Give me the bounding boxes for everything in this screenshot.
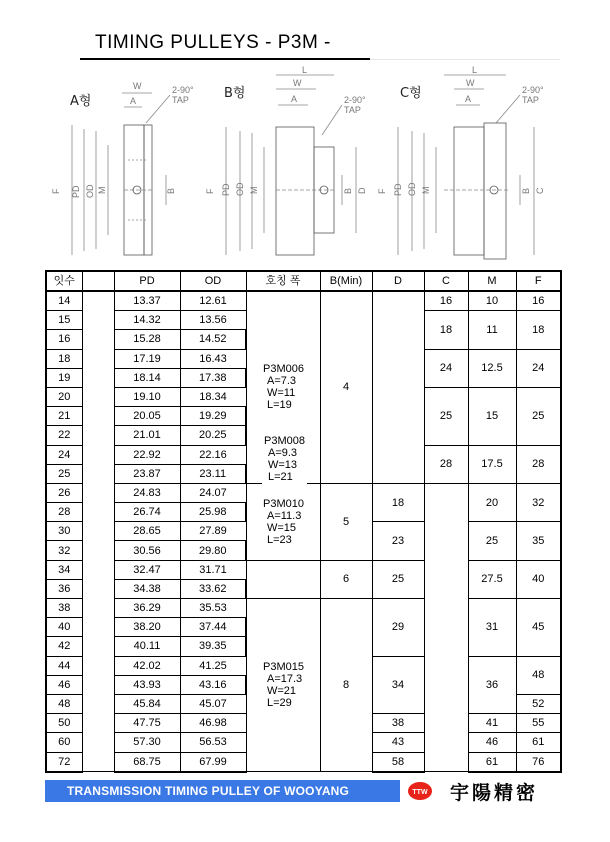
code-group-2 [262, 434, 307, 484]
cell-d: 23 [372, 522, 424, 560]
cell-b-min: 4 [320, 291, 372, 483]
cell-m: 27.5 [468, 560, 516, 598]
cell-teeth: 40 [46, 618, 82, 637]
cell-d: 34 [372, 656, 424, 714]
cell-od: 35.53 [180, 599, 246, 618]
cell-pd: 21.01 [114, 426, 180, 445]
cell-d: 58 [372, 752, 424, 772]
pulley-drawings [44, 65, 562, 270]
cell-teeth: 36 [46, 579, 82, 598]
cell-d-empty [372, 291, 424, 483]
code-name: P3M010 [263, 497, 304, 510]
ttw-logo-text: TTW [412, 789, 428, 796]
type-a-dim-b: B [166, 187, 176, 194]
cell-od: 14.52 [180, 330, 246, 349]
cell-m: 12.5 [468, 349, 516, 387]
cell-od: 24.07 [180, 483, 246, 502]
cell-teeth: 22 [46, 426, 82, 445]
cell-od: 19.29 [180, 407, 246, 426]
cell-pd: 57.30 [114, 733, 180, 752]
type-c-dim-m: M [421, 186, 431, 194]
cell-od: 56.53 [180, 733, 246, 752]
cell-m: 11 [468, 311, 516, 349]
cell-pd: 28.65 [114, 522, 180, 541]
cell-pd: 68.75 [114, 752, 180, 772]
cell-od: 22.16 [180, 445, 246, 464]
type-b-dim-od: OD [235, 182, 245, 196]
spec-table [45, 270, 562, 773]
cell-od: 12.61 [180, 291, 246, 311]
cell-od: 31.71 [180, 560, 246, 579]
cell-f: 25 [516, 387, 561, 445]
cell-m: 61 [468, 752, 516, 772]
cell-f: 18 [516, 311, 561, 349]
cell-od: 39.35 [180, 637, 246, 656]
cell-m: 36 [468, 656, 516, 714]
header-blank [82, 271, 114, 291]
cell-teeth: 24 [46, 445, 82, 464]
type-c-dim-c: C [535, 187, 545, 194]
cell-pd: 13.37 [114, 291, 180, 311]
type-c-dim-f: F [377, 188, 387, 194]
code-w: W=21 [267, 685, 297, 698]
cell-pd: 26.74 [114, 503, 180, 522]
type-b-dim-l: L [302, 65, 308, 75]
type-b-dim-b: B [343, 187, 353, 194]
cell-od: 46.98 [180, 714, 246, 733]
type-c-dim-od: OD [407, 182, 417, 196]
code-w: W=13 [268, 459, 298, 471]
cell-d: 25 [372, 560, 424, 598]
type-a-dim-od: OD [85, 184, 95, 198]
cell-pd: 36.29 [114, 599, 180, 618]
cell-f: 24 [516, 349, 561, 387]
header-d: D [372, 271, 424, 291]
type-b-dim-a: A [291, 94, 298, 104]
cell-teeth: 60 [46, 733, 82, 752]
type-a-dim-w: W [133, 81, 142, 91]
header-f: F [516, 271, 561, 291]
type-a-label: A형 [70, 94, 92, 109]
cell-f: 35 [516, 522, 561, 560]
cell-teeth: 19 [46, 368, 82, 387]
cell-f: 52 [516, 694, 561, 713]
cell-f: 61 [516, 733, 561, 752]
cell-c-empty [424, 483, 468, 771]
type-a-dim-a: A [130, 96, 137, 106]
cell-code-group-3 [246, 483, 320, 560]
cell-od: 29.80 [180, 541, 246, 560]
type-c-dim-w: W [466, 78, 475, 88]
cell-od: 37.44 [180, 618, 246, 637]
cell-pd: 47.75 [114, 714, 180, 733]
cell-pd: 38.20 [114, 618, 180, 637]
type-a-dim-f: F [51, 188, 61, 194]
type-c-label: C형 [400, 86, 422, 101]
header-teeth: 잇수 [46, 271, 82, 291]
type-b-dim-w: W [293, 78, 302, 88]
cell-od: 17.38 [180, 368, 246, 387]
table-row [46, 560, 561, 579]
cell-teeth: 20 [46, 387, 82, 406]
type-a-dim-tap2: TAP [172, 95, 189, 105]
code-name: P3M008 [264, 435, 305, 447]
cell-f: 28 [516, 445, 561, 483]
code-a: A=11.3 [267, 509, 302, 522]
cell-pd: 17.19 [114, 349, 180, 368]
drawing-type-c [377, 65, 545, 259]
cell-blank-column [82, 291, 114, 772]
type-c-dim-b: B [521, 187, 531, 194]
cell-pd: 15.28 [114, 330, 180, 349]
cell-c: 16 [424, 291, 468, 311]
cell-f: 32 [516, 483, 561, 521]
title-underline [80, 58, 370, 60]
cell-od: 41.25 [180, 656, 246, 675]
type-c-dim-a: A [465, 94, 472, 104]
type-b-dim-tap2: TAP [344, 105, 361, 115]
cell-pd: 22.92 [114, 445, 180, 464]
cell-f: 16 [516, 291, 561, 311]
code-l: L=21 [268, 471, 293, 483]
cell-od: 25.98 [180, 503, 246, 522]
type-a-dim-tap: 2-90° [172, 85, 194, 95]
header-nominal-width: 호칭 폭 [246, 271, 320, 291]
cell-m: 25 [468, 522, 516, 560]
cell-c: 24 [424, 349, 468, 387]
cell-od: 27.89 [180, 522, 246, 541]
table-header-row [46, 271, 561, 291]
code-a: A=7.3 [267, 375, 297, 388]
code-l: L=23 [267, 533, 292, 546]
cell-teeth: 28 [46, 503, 82, 522]
cell-od: 67.99 [180, 752, 246, 772]
type-a-dim-pd: PD [71, 185, 81, 198]
header-pd: PD [114, 271, 180, 291]
cell-pd: 24.83 [114, 483, 180, 502]
cell-teeth: 30 [46, 522, 82, 541]
cell-od: 43.16 [180, 675, 246, 694]
cell-teeth: 21 [46, 407, 82, 426]
cell-pd: 42.02 [114, 656, 180, 675]
page-title: TIMING PULLEYS - P3M - [95, 32, 331, 53]
code-a: A=9.3 [268, 447, 298, 459]
cell-teeth: 18 [46, 349, 82, 368]
type-c-dim-l: L [472, 65, 478, 75]
cell-teeth: 38 [46, 599, 82, 618]
cell-pd: 19.10 [114, 387, 180, 406]
cell-c: 25 [424, 387, 468, 445]
cell-d: 43 [372, 733, 424, 752]
cell-c: 28 [424, 445, 468, 483]
cell-code-group-4 [246, 599, 320, 772]
code-w: W=11 [267, 387, 296, 400]
cell-d: 38 [372, 714, 424, 733]
cell-pd: 32.47 [114, 560, 180, 579]
cell-f: 55 [516, 714, 561, 733]
cell-c: 18 [424, 311, 468, 349]
code-l: L=19 [267, 399, 292, 412]
code-name: P3M006 [263, 363, 304, 376]
cell-od: 16.43 [180, 349, 246, 368]
cell-pd: 20.05 [114, 407, 180, 426]
cell-f: 48 [516, 656, 561, 694]
drawing-type-a [51, 81, 194, 255]
cell-teeth: 26 [46, 483, 82, 502]
cell-od: 45.07 [180, 694, 246, 713]
cell-pd: 14.32 [114, 311, 180, 330]
cell-m: 46 [468, 733, 516, 752]
cell-m: 31 [468, 599, 516, 657]
type-b-label: B형 [224, 86, 246, 101]
footer-text: TRANSMISSION TIMING PULLEY OF WOOYANG [67, 784, 350, 798]
ttw-logo-icon [407, 781, 433, 801]
cell-teeth: 44 [46, 656, 82, 675]
cell-od: 13.56 [180, 311, 246, 330]
cell-teeth: 34 [46, 560, 82, 579]
code-name: P3M015 [263, 661, 304, 674]
cell-m: 10 [468, 291, 516, 311]
cell-pd: 30.56 [114, 541, 180, 560]
cell-teeth: 72 [46, 752, 82, 772]
cell-pd: 43.93 [114, 675, 180, 694]
type-c-dim-pd: PD [393, 183, 403, 196]
type-b-dim-f: F [205, 188, 215, 194]
cell-b-min: 5 [320, 483, 372, 560]
cell-teeth: 46 [46, 675, 82, 694]
header-b-min: B(Min) [320, 271, 372, 291]
cell-code-empty [246, 560, 320, 598]
code-a: A=17.3 [267, 673, 303, 686]
header-c: C [424, 271, 468, 291]
cell-teeth: 32 [46, 541, 82, 560]
cell-f: 40 [516, 560, 561, 598]
table-row [46, 483, 561, 502]
table-row [46, 599, 561, 618]
cell-teeth: 16 [46, 330, 82, 349]
cell-m: 20 [468, 483, 516, 521]
cell-od: 33.62 [180, 579, 246, 598]
company-name: 宇陽精密 [450, 782, 539, 804]
cell-od: 20.25 [180, 426, 246, 445]
cell-d: 18 [372, 483, 424, 521]
type-c-dim-tap2: TAP [522, 95, 539, 105]
cell-teeth: 25 [46, 464, 82, 483]
type-b-dim-m: M [249, 186, 259, 194]
drawing-type-b [205, 65, 367, 255]
header-od: OD [180, 271, 246, 291]
cell-m: 15 [468, 387, 516, 445]
cell-f: 45 [516, 599, 561, 657]
cell-teeth: 15 [46, 311, 82, 330]
footer [45, 780, 560, 802]
cell-pd: 40.11 [114, 637, 180, 656]
type-b-dim-pd: PD [221, 183, 231, 196]
cell-b-min: 8 [320, 599, 372, 772]
cell-teeth: 14 [46, 291, 82, 311]
cell-pd: 23.87 [114, 464, 180, 483]
cell-od: 23.11 [180, 464, 246, 483]
footer-banner [45, 780, 400, 802]
type-b-dim-tap: 2-90° [344, 95, 366, 105]
table-row [46, 291, 561, 311]
type-a-dim-m: M [97, 186, 107, 194]
cell-m: 41 [468, 714, 516, 733]
cell-pd: 18.14 [114, 368, 180, 387]
header-m: M [468, 271, 516, 291]
cell-teeth: 48 [46, 694, 82, 713]
cell-pd: 45.84 [114, 694, 180, 713]
cell-pd: 34.38 [114, 579, 180, 598]
title-underline-extension [370, 59, 560, 60]
cell-teeth: 42 [46, 637, 82, 656]
cell-teeth: 50 [46, 714, 82, 733]
cell-f: 76 [516, 752, 561, 772]
cell-b-min: 6 [320, 560, 372, 598]
cell-m: 17.5 [468, 445, 516, 483]
code-w: W=15 [267, 521, 297, 534]
cell-d: 29 [372, 599, 424, 657]
code-l: L=29 [267, 697, 292, 710]
cell-od: 18.34 [180, 387, 246, 406]
type-b-dim-d: D [357, 187, 367, 194]
type-c-dim-tap: 2-90° [522, 85, 544, 95]
